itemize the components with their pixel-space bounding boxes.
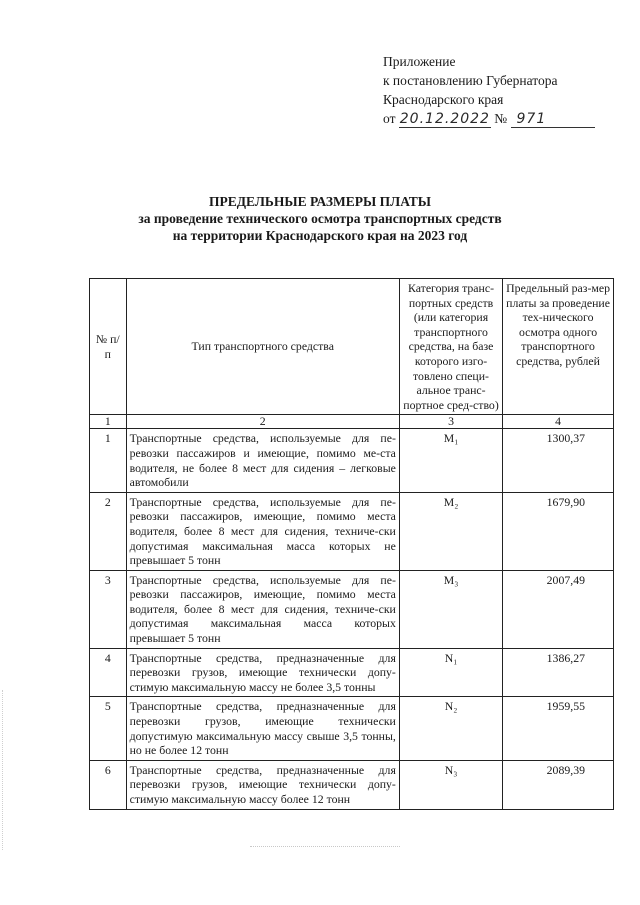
row-num: 3 bbox=[90, 570, 127, 648]
row-price: 1959,55 bbox=[503, 697, 614, 760]
row-vehicle-type: Транспортные средства, предназначенные для перевозки грузов, имеющие технически допу-стимую максимальную массу более 12 тонн bbox=[126, 760, 399, 809]
row-price: 2007,49 bbox=[503, 570, 614, 648]
row-price: 1386,27 bbox=[503, 648, 614, 697]
row-category: N₁ bbox=[399, 648, 502, 697]
header-num: № п/п bbox=[90, 279, 127, 415]
row-vehicle-type: Транспортные средства, предназначенные для перевозки грузов, имеющие технически допустимую максимальную массу свыше 3,5 тонны, но не более 12 тонн bbox=[126, 697, 399, 760]
table-row bbox=[90, 570, 614, 648]
document-title bbox=[95, 193, 545, 244]
title-line-2: за проведение технического осмотра транспортных средств bbox=[138, 211, 502, 226]
table-row bbox=[90, 697, 614, 760]
row-vehicle-type: Транспортные средства, используемые для пе-ревозки пассажиров и имеющие, помимо ме-ста водителя, не более 8 мест для сидения – легковые автомобили bbox=[126, 429, 399, 492]
index-cell: 1 bbox=[90, 415, 127, 429]
date-prefix: от bbox=[383, 111, 396, 126]
row-category: N₂ bbox=[399, 697, 502, 760]
table-row bbox=[90, 492, 614, 570]
row-num: 4 bbox=[90, 648, 127, 697]
row-vehicle-type: Транспортные средства, используемые для пе-ревозки пассажиров, имеющие, помимо места водителя, более 8 мест для сидения, техниче-ски допустимая максимальная масса которых превышает 5 тонн bbox=[126, 570, 399, 648]
row-category: M₃ bbox=[399, 570, 502, 648]
row-vehicle-type: Транспортные средства, предназначенные для перевозки грузов, имеющие технически допу-стимую максимальную массу не более 3,5 тонны bbox=[126, 648, 399, 697]
title-line-1: ПРЕДЕЛЬНЫЕ РАЗМЕРЫ ПЛАТЫ bbox=[208, 194, 432, 209]
row-price: 1679,90 bbox=[503, 492, 614, 570]
decree-number: 971 bbox=[511, 112, 595, 128]
table-header-row bbox=[90, 279, 614, 415]
row-num: 6 bbox=[90, 760, 127, 809]
table-row bbox=[90, 648, 614, 697]
appendix-region: Краснодарского края bbox=[383, 92, 504, 107]
header-price: Предельный раз-мер платы за проведение тех-нического осмотра одного транспортного средства, рублей bbox=[503, 279, 614, 415]
title-line-3: на территории Краснодарского края на 2023 год bbox=[172, 228, 468, 243]
table-row bbox=[90, 429, 614, 492]
row-category: M₂ bbox=[399, 492, 502, 570]
index-cell: 2 bbox=[126, 415, 399, 429]
row-price: 1300,37 bbox=[503, 429, 614, 492]
scan-edge-artifact bbox=[2, 690, 4, 850]
header-category: Категория транс-портных средств (или категория транспортного средства, на базе которого изго-товлено специ-альное транс-портное сред-ство) bbox=[399, 279, 502, 415]
row-price: 2089,39 bbox=[503, 760, 614, 809]
row-num: 1 bbox=[90, 429, 127, 492]
scan-artifact-line bbox=[250, 846, 400, 848]
table-index-row bbox=[90, 415, 614, 429]
appendix-label: Приложение bbox=[383, 54, 456, 69]
header-vehicle-type: Тип транспортного средства bbox=[126, 279, 399, 415]
table-row bbox=[90, 760, 614, 809]
row-num: 5 bbox=[90, 697, 127, 760]
appendix-block bbox=[383, 52, 613, 128]
decree-date: 20.12.2022 bbox=[399, 111, 490, 127]
fee-table bbox=[89, 278, 614, 810]
number-prefix: № bbox=[494, 111, 508, 126]
row-num: 2 bbox=[90, 492, 127, 570]
appendix-date-line bbox=[383, 109, 613, 128]
index-cell: 4 bbox=[503, 415, 614, 429]
appendix-decree-ref: к постановлению Губернатора bbox=[383, 73, 558, 88]
row-category: M₁ bbox=[399, 429, 502, 492]
row-category: N₃ bbox=[399, 760, 502, 809]
row-vehicle-type: Транспортные средства, используемые для пе-ревозки пассажиров, имеющие, помимо места водителя, более 8 мест для сидения, техниче-ски допустимая максимальная масса которых не превышает 5 тонн bbox=[126, 492, 399, 570]
index-cell: 3 bbox=[399, 415, 502, 429]
